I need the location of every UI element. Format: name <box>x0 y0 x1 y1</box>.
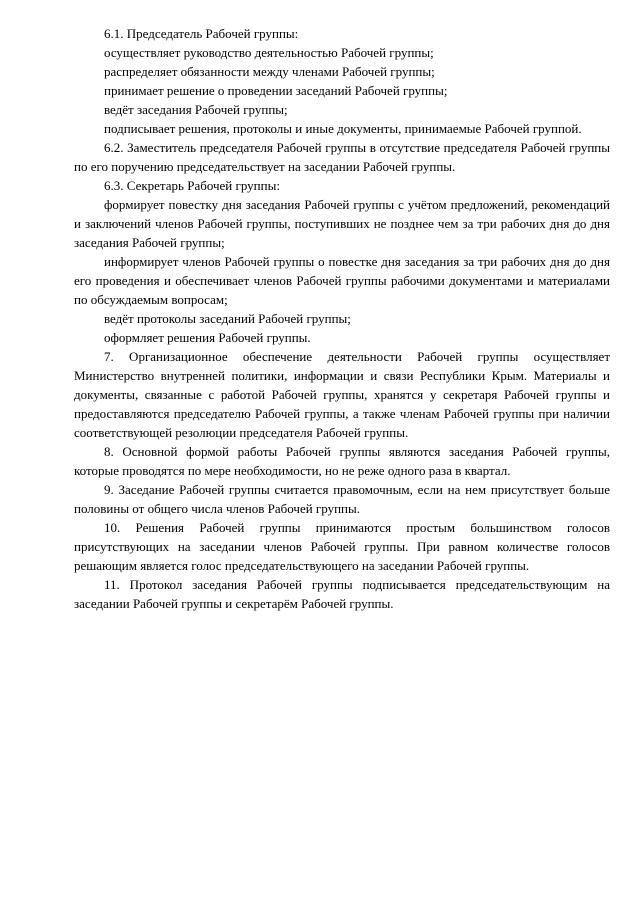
chair-duty-sign-documents: подписывает решения, протоколы и иные документы, принимаемые Рабочей группой. <box>104 121 582 136</box>
chair-duty-conduct-meetings: ведёт заседания Рабочей группы; <box>104 102 288 117</box>
section-9: 9. Заседание Рабочей группы считается правомочным, если на нем присутствует больше половины от общего числа членов Рабочей группы. <box>74 482 610 516</box>
chair-duty-distribution: распределяет обязанности между членами Рабочей группы; <box>104 64 435 79</box>
chair-duty-leadership: осуществляет руководство деятельностью Рабочей группы; <box>104 45 434 60</box>
section-11: 11. Протокол заседания Рабочей группы подписывается председательствующим на заседании Рабочей группы и секретарём Рабочей группы. <box>74 577 610 611</box>
chair-duty-meeting-decision: принимает решение о проведении заседаний Рабочей группы; <box>104 83 448 98</box>
section-6-1-heading: 6.1. Председатель Рабочей группы: <box>104 26 299 41</box>
document-body <box>74 24 610 613</box>
secretary-duty-decisions: оформляет решения Рабочей группы. <box>104 330 311 345</box>
section-6-3-heading: 6.3. Секретарь Рабочей группы: <box>104 178 280 193</box>
secretary-duty-minutes: ведёт протоколы заседаний Рабочей группы; <box>104 311 351 326</box>
section-8: 8. Основной формой работы Рабочей группы являются заседания Рабочей группы, которые проводятся по мере необходимости, но не реже одного раза в квартал. <box>74 444 610 478</box>
section-6-2: 6.2. Заместитель председателя Рабочей группы в отсутствие председателя Рабочей группы по его поручению председательствует на заседании Рабочей группы. <box>74 140 610 174</box>
secretary-duty-agenda: формирует повестку дня заседания Рабочей группы с учётом предложений, рекомендаций и заключений членов Рабочей группы, поступивших не позднее чем за три рабочих дня до дня заседания Рабочей группы; <box>74 197 610 250</box>
section-10: 10. Решения Рабочей группы принимаются простым большинством голосов присутствующих на заседании членов Рабочей группы. При равном количестве голосов решающим является голос председательствующего на заседании Рабочей группы. <box>74 520 610 573</box>
secretary-duty-inform: информирует членов Рабочей группы о повестке дня заседания за три рабочих дня до дня его проведения и обеспечивает членов Рабочей группы рабочими документами и материалами по обсуждаемым вопросам; <box>74 254 610 307</box>
section-7: 7. Организационное обеспечение деятельности Рабочей группы осуществляет Министерство внутренней политики, информации и связи Республики Крым. Материалы и документы, связанные с работой Рабочей группы, хранятся у секретаря Рабочей группы и предоставляются председателю Рабочей группы, а также членам Рабочей группы при наличии соответствующей резолюции председателя Рабочей группы. <box>74 349 610 440</box>
